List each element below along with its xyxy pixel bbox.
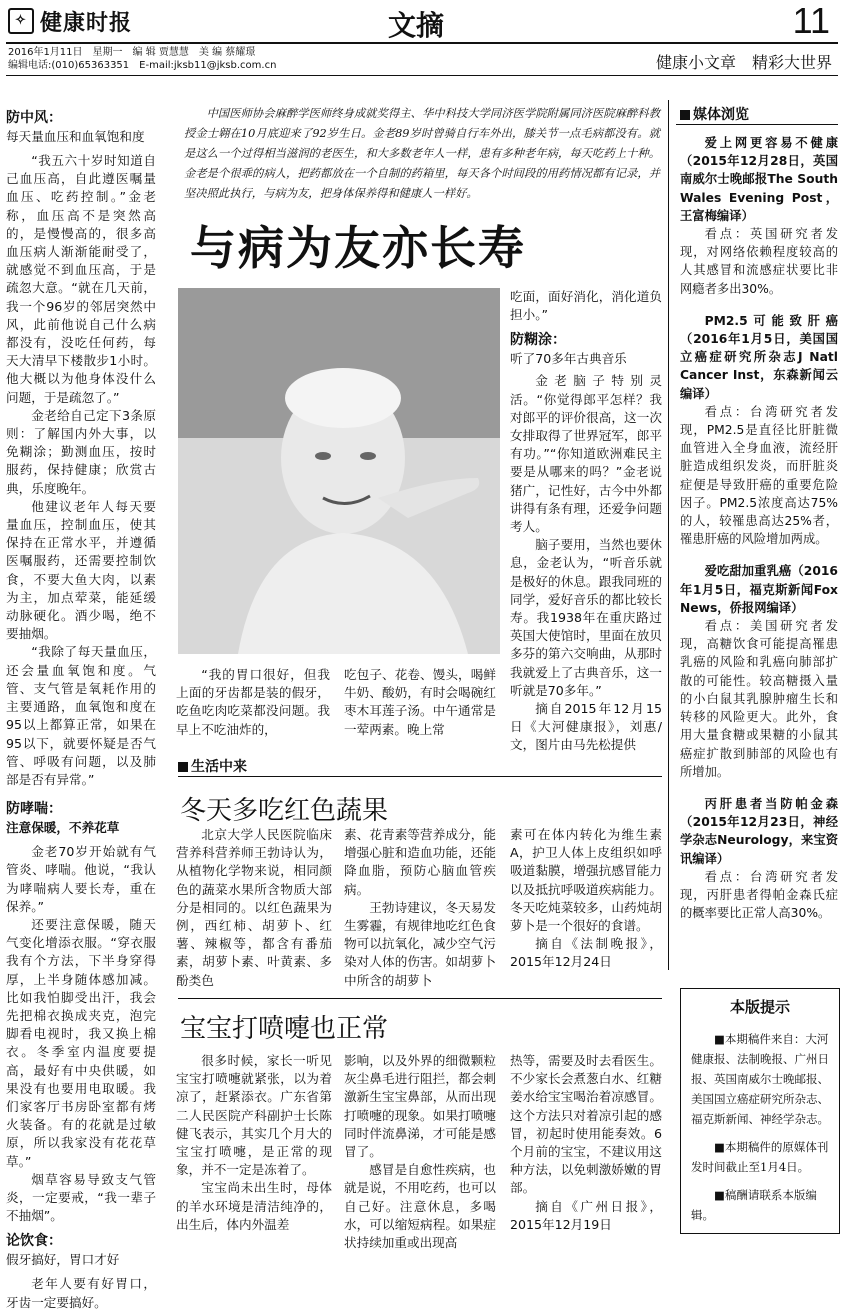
paragraph: 他建议老年人每天要量血压，控制血压，使其保持在正常水平，并遵循医嘱服药，还需要控制饮食，不要大鱼大肉，以素为主，加点荤菜，能延缓动脉硬化。酒少喝，绝不要抽烟。 <box>6 498 156 642</box>
tips-paragraph: ■本期稿件来自：大河健康报、法制晚报、广州日报、英国南威尔士晚邮报、美国国立癌症研究所杂志、福克斯新闻、神经学杂志。 <box>691 1032 829 1126</box>
sidebar-header-label: 媒体浏览 <box>693 107 749 123</box>
subhead-dementia-sub: 听了70多年古典音乐 <box>510 351 627 367</box>
article-headline: 宝宝打喷嚏也正常 <box>180 1014 389 1044</box>
issue-contact: 编辑电话:(010)65363351 E-mail:jksb11@jksb.com.cn <box>8 60 277 71</box>
paragraph: “我除了每天量血压，还会量血氧饱和度。气管、支气管是氧耗作用的主要通路，血氧饱和度在95以上都算正常，如果在95以下，就要怀疑是否气管、呼吸有问题，以及肺部是否有异常。” <box>6 644 156 787</box>
article1-col1 <box>176 826 332 990</box>
article2-col2 <box>344 1052 496 1252</box>
article-headline: 冬天多吃红色蔬果 <box>180 796 389 826</box>
subhead-stroke: 防中风： <box>6 110 62 126</box>
paragraph: 影响，以及外界的细微颗粒灰尘鼻毛进行阻拦，都会刺激新生宝宝鼻部，从而出现打喷嚏的现象。如果打喷嚏同时伴流鼻涕，才可能是感冒了。 <box>344 1053 496 1160</box>
paragraph: 吃包子、花卷、馒头，喝鲜牛奶、酸奶，有时会喝碗红枣木耳莲子汤。中午通常是一荤两素。晚上常 <box>344 667 496 737</box>
subhead-diet-sub: 假牙搞好，胃口才好 <box>6 1252 120 1268</box>
paragraph: 宝宝尚未出生时，母体的羊水环境是清洁纯净的，出生后，体内外温差 <box>176 1180 332 1232</box>
subhead-asthma: 防哮喘： <box>6 801 62 818</box>
media-item <box>680 562 838 780</box>
page-tips-box <box>680 988 840 1234</box>
source-credit: 摘自2015年12月15日《大河健康报》，刘惠/文，图片由马先松提供 <box>510 701 662 753</box>
media-item-head: 丙肝患者当防帕金森（2015年12月23日，神经学杂志Neurology，来宝资讯编译） <box>680 796 838 866</box>
source-credit: 摘自《广州日报》，2015年12月19日 <box>510 1198 662 1232</box>
subhead-stroke-sub: 每天量血压和血氧饱和度 <box>6 129 145 144</box>
paragraph: 烟草容易导致支气管炎，一定要戒，“我一辈子不抽烟”。 <box>6 1171 156 1224</box>
feature-below-col2 <box>344 666 496 739</box>
square-bullet-icon <box>178 762 188 772</box>
sidebar-rule <box>676 124 838 125</box>
media-item-body: 看点：英国研究者发现，对网络依赖程度较高的人其感冒和流感症状要比非网瘾者多出30%。 <box>680 227 838 296</box>
square-bullet-icon <box>680 110 690 120</box>
media-item-body: 看点：台湾研究者发现，丙肝患者得帕金森氏症的概率要比正常人高30%。 <box>680 869 838 921</box>
paragraph: “我的胃口很好，但我上面的牙齿都是装的假牙，吃鱼吃肉吃菜都没问题。我早上不吃油炸的， <box>176 667 330 737</box>
paragraph: 老年人要有好胃口，牙齿一定要搞好。 <box>6 1276 156 1310</box>
media-item-body: 看点：台湾研究者发现，PM2.5是直径比肝脏微血管进入全身血液，流经肝脏造成组织发炎，而肝脏炎症便是导致肝癌的重要危险因子。PM2.5浓度高达75%的人，较罹患高达25%者，罹患肝癌的风险增加两成。 <box>680 404 838 547</box>
media-item-head: 爱吃甜加重乳癌（2016年1月5日，福克斯新闻Fox News，侨报网编译） <box>680 564 838 615</box>
feature-headline: 与病为友亦长寿 <box>190 221 526 275</box>
logo-text: 健康时报 <box>40 9 133 36</box>
paragraph: 金老给自己定下3条原则：了解国内外大事，以免糊涂；勤测血压，按时服药，保持健康；欣赏古典，乐度晚年。 <box>6 407 156 496</box>
article1-col2 <box>344 826 496 990</box>
section-title: 文摘 <box>388 9 445 42</box>
media-item <box>680 134 838 298</box>
section-bar-label: 生活中来 <box>191 759 247 775</box>
page-number: 11 <box>792 0 830 41</box>
media-item <box>680 795 838 922</box>
subhead-dementia: 防糊涂： <box>510 332 566 349</box>
masthead-rule <box>6 42 838 44</box>
paragraph: 金老70岁开始就有气管炎、哮喘。他说，“我认为哮喘病人要长寿，重在保养。” <box>6 844 156 914</box>
tips-paragraph: ■稿酬请联系本版编辑。 <box>691 1188 817 1222</box>
paragraph: 金老脑子特别灵活。“你觉得郎平怎样？我对郎平的评价很高，这一次女排取得了世界冠军，郎平有功。”“你知道欧洲难民主要是从哪来的吗？”金老说猪广，记性好，古今中外都讲得有条有理，还爱争问题考人。 <box>510 373 662 535</box>
article2-col1 <box>176 1052 332 1234</box>
issue-date-editors: 2016年1月11日 星期一 编 辑 贾慧慧 美 编 蔡耀璟 <box>8 47 256 58</box>
issue-info <box>8 46 276 72</box>
media-item <box>680 312 838 549</box>
paragraph: 脑子要用，当然也要休息，金老认为，“听音乐就是极好的休息。跟我同班的同学，爱好音乐的都比较长寿。我1938年在重庆路过英国大使馆时，里面在放贝多芬的第六交响曲，从那时我就爱上了古典音乐，这一听就是70多年。” <box>510 537 662 698</box>
paragraph: 感冒是自愈性疾病，也就是说，不用吃药，也可以自己好。注意休息，多喝水，可以缩短病程。如果症状持续加重或出现高 <box>344 1162 496 1251</box>
section-bar-life <box>178 756 247 776</box>
page-slogan: 健康小文章 精彩大世界 <box>655 53 832 72</box>
newspaper-logo <box>8 6 156 36</box>
article2-col3 <box>510 1052 662 1234</box>
paragraph: 还要注意保暖，随天气变化增添衣服。“穿衣服我有个方法，下半身穿得厚，上半身随体感加减。比如我怕脚受出汗，我会先把棉衣换成夹克，泡完脚看电视时，我又换上棉衣。冬季室内温度要提高，最好有中央供暖，如果没有也要用电取暖。我们家客厅书房卧室都有烤火装备。有的花就是过敏原，所以我家没有花花草草。” <box>6 916 156 1169</box>
article1-col3 <box>510 826 662 972</box>
paragraph: 热等，需要及时去看医生。不少家长会煮葱白水、红糖姜水给宝宝喝治着凉感冒。这个方法只对着凉引起的感冒，初起时使用能奏效。6个月前的宝宝，不建议用这种方法，以免刺激娇嫩的胃部。 <box>510 1053 662 1196</box>
sidebar-divider <box>668 100 669 970</box>
media-item-head: 爱上网更容易不健康（2015年12月28日，英国南威尔士晚邮报The South Wales Evening Post，王富梅编译） <box>680 136 838 223</box>
feature-below-col1 <box>176 666 330 739</box>
paragraph: 吃面，面好消化，消化道负担小。” <box>510 289 662 323</box>
feature-right-column <box>510 288 662 755</box>
logo-emblem-icon: ✧ <box>8 8 34 34</box>
elderly-man-photo-icon <box>178 288 500 654</box>
tips-paragraph: ■本期稿件的原媒体刊发时间截止至1月4日。 <box>691 1140 829 1174</box>
portrait-photo <box>178 288 500 654</box>
subhead-diet: 论饮食： <box>6 1233 62 1250</box>
section-rule <box>178 776 662 777</box>
sidebar-header <box>680 104 749 124</box>
masthead-rule-lower <box>6 75 838 76</box>
paragraph: “我五六十岁时知道自己血压高，自此遵医嘱量血压、吃药控制。”金老称，血压高不是突然高的，是慢慢高的，很多高血压病人渐渐能耐受了，就感觉不到血压高，于是疏忽大意。“就在几天前，我一个96岁的邻居突然中风，此前他说自己什么病都没有，没吃任何药，每天大清早下楼散步1小时。他大概以为他身体没什么问题，于是疏忽了。” <box>6 153 156 405</box>
media-list <box>680 134 838 936</box>
paragraph: 很多时候，家长一听见宝宝打喷嚏就紧张，以为着凉了，赶紧添衣。广东省第二人民医院产科副护士长陈健飞表示，其实几个月大的宝宝打喷嚏，是正常的现象，并不一定是冻着了。 <box>176 1053 332 1178</box>
paragraph: 素可在体内转化为维生素A，护卫人体上皮组织如呼吸道黏膜，增强抗感冒能力以及抵抗呼吸道疾病能力。冬天吃炖菜较多，山药炖胡萝卜是一个很好的食谱。 <box>510 827 662 934</box>
feature-intro: 中国医师协会麻醉学医师终身成就奖得主、华中科技大学同济医学院附属同济医院麻醉科教授金士翱在10月底迎来了92岁生日。金老89岁时曾骑自行车外出，膝关节一点毛病都没有。就是这么一个过得相当滋润的老医生，和大多数老年人一样，患有多种老年病，每天吃药上十种。金老是个很乖的病人，把药都放在一个自制的药箱里，每天各个时间段的用药情况都有记录，并坚决照此执行，与病为友，把身体保养得和健康人一样好。 <box>184 107 660 200</box>
subhead-asthma-sub: 注意保暖，不养花草 <box>6 820 120 836</box>
source-credit: 摘自《法制晚报》，2015年12月24日 <box>510 936 662 970</box>
paragraph: 王勃诗建议，冬天易发生雾霾，有规律地吃红色食物可以抗氧化，减少空气污染对人体的伤害。如胡萝卜中所含的胡萝卜 <box>344 899 496 988</box>
article-divider <box>178 998 662 999</box>
paragraph: 素、花青素等营养成分，能增强心脏和造血功能，还能降血脂，预防心脑血管疾病。 <box>344 827 496 897</box>
tips-title: 本版提示 <box>729 998 790 1016</box>
left-column <box>6 108 156 1310</box>
paragraph: 北京大学人民医院临床营养科营养师王勃诗认为，从植物化学物来说，相同颜色的蔬菜水果所含物质大部分是相同的。以红色蔬果为例，西红柿、胡萝卜、红薯、辣椒等，都含有番茄素，胡萝卜素、叶黄素、多酚类色 <box>176 827 332 988</box>
media-item-head: PM2.5可能致肝癌（2016年1月5日，美国国立癌症研究所杂志J Natl Cancer Inst，东森新闻云编译） <box>680 313 838 401</box>
media-item-body: 看点：美国研究者发现，高糖饮食可能提高罹患乳癌的风险和乳癌向肺部扩散的可能性。较高糖摄入量的小白鼠其乳腺肿瘤生长和转移的风险更大。此外，食用大量食糖或果糖的小鼠其癌症扩散到肺部的风险也有所增加。 <box>680 619 838 779</box>
